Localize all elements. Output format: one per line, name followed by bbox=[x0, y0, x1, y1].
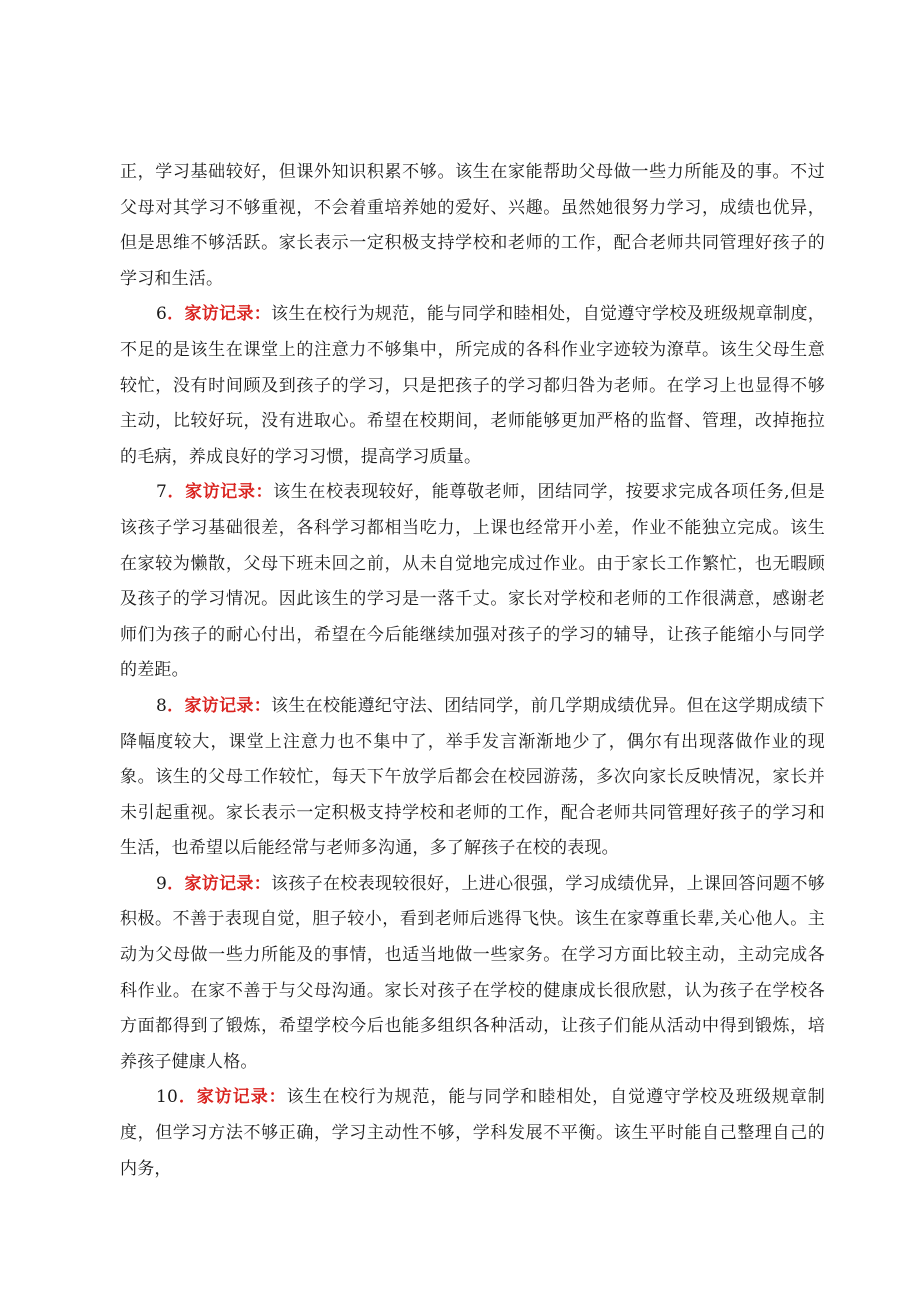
continuation-paragraph: 正，学习基础较好，但课外知识积累不够。该生在家能帮助父母做一些力所能及的事。不过父母对其学习不够重视，不会着重培养她的爱好、兴趣。虽然她很努力学习，成绩也优异，但是思维不够活跃。家长表示一定积极支持学校和老师的工作，配合老师共同管理好孩子的学习和生活。 bbox=[120, 162, 825, 289]
document-body bbox=[120, 155, 825, 1187]
home-visit-record-9 bbox=[120, 867, 825, 1081]
record-label: ．家访记录： bbox=[167, 304, 272, 325]
home-visit-record-6 bbox=[120, 297, 825, 475]
record-text: 该孩子在校表现较很好，上进心很强，学习成绩优异，上课回答问题不够积极。不善于表现自觉，胆子较小，看到老师后逃得飞快。该生在家尊重长辈,关心他人。主动为父母做一些力所能及的事情，也适当地做一些家务。在学习方面比较主动，主动完成各科作业。在家不善于与父母沟通。家长对孩子在学校的健康成长很欣慰，认为孩子在学校各方面都得到了锻炼，希望学校今后也能多组织各种活动，让孩子们能从活动中得到锻炼，培养孩子健康人格。 bbox=[120, 873, 826, 1072]
record-number: 6 bbox=[156, 304, 168, 325]
record-label: ．家访记录： bbox=[167, 695, 272, 716]
record-text: 该生在校行为规范，能与同学和睦相处，自觉遵守学校及班级规章制度，但学习方法不够正确，学习主动性不够，学科发展不平衡。该生平时能自己整理自己的内务， bbox=[120, 1087, 826, 1179]
home-visit-record-7 bbox=[120, 475, 825, 689]
record-number: 7 bbox=[156, 482, 168, 503]
record-number: 8 bbox=[156, 695, 168, 716]
record-text: 该生在校行为规范，能与同学和睦相处，自觉遵守学校及班级规章制度，不足的是该生在课堂上的注意力不够集中，所完成的各科作业字迹较为潦草。该生父母生意较忙，没有时间顾及到孩子的学习，只是把孩子的学习都归咎为老师。在学习上也显得不够主动，比较好玩，没有进取心。希望在校期间，老师能够更加严格的监督、管理，改掉拖拉的毛病，养成良好的学习习惯，提高学习质量。 bbox=[120, 304, 826, 467]
record-number: 10 bbox=[156, 1087, 179, 1108]
record-label: ．家访记录： bbox=[167, 482, 274, 503]
record-text: 该生在校表现较好，能尊敬老师，团结同学，按要求完成各项任务,但是该孩子学习基础很差，各科学习都相当吃力，上课也经常开小差，作业不能独立完成。该生在家较为懒散，父母下班未回之前，从未自觉地完成过作业。由于家长工作繁忙，也无暇顾及孩子的学习情况。因此该生的学习是一落千丈。家长对学校和老师的工作很满意，感谢老师们为孩子的耐心付出，希望在今后能继续加强对孩子的学习的辅导，让孩子能缩小与同学的差距。 bbox=[120, 482, 825, 681]
record-text: 该生在校能遵纪守法、团结同学，前几学期成绩优异。但在这学期成绩下降幅度较大，课堂上注意力也不集中了，举手发言渐渐地少了，偶尔有出现落做作业的现象。该生的父母工作较忙，每天下午放学后都会在校园游荡，多次向家长反映情况，家长并未引起重视。家长表示一定积极支持学校和老师的工作，配合老师共同管理好孩子的学习和生活，也希望以后能经常与老师多沟通，多了解孩子在校的表现。 bbox=[120, 695, 826, 859]
record-label: ．家访记录： bbox=[178, 1087, 287, 1108]
home-visit-record-8 bbox=[120, 689, 825, 867]
record-number: 9 bbox=[156, 873, 168, 894]
record-label: ．家访记录： bbox=[167, 873, 272, 894]
home-visit-record-10 bbox=[120, 1080, 825, 1187]
